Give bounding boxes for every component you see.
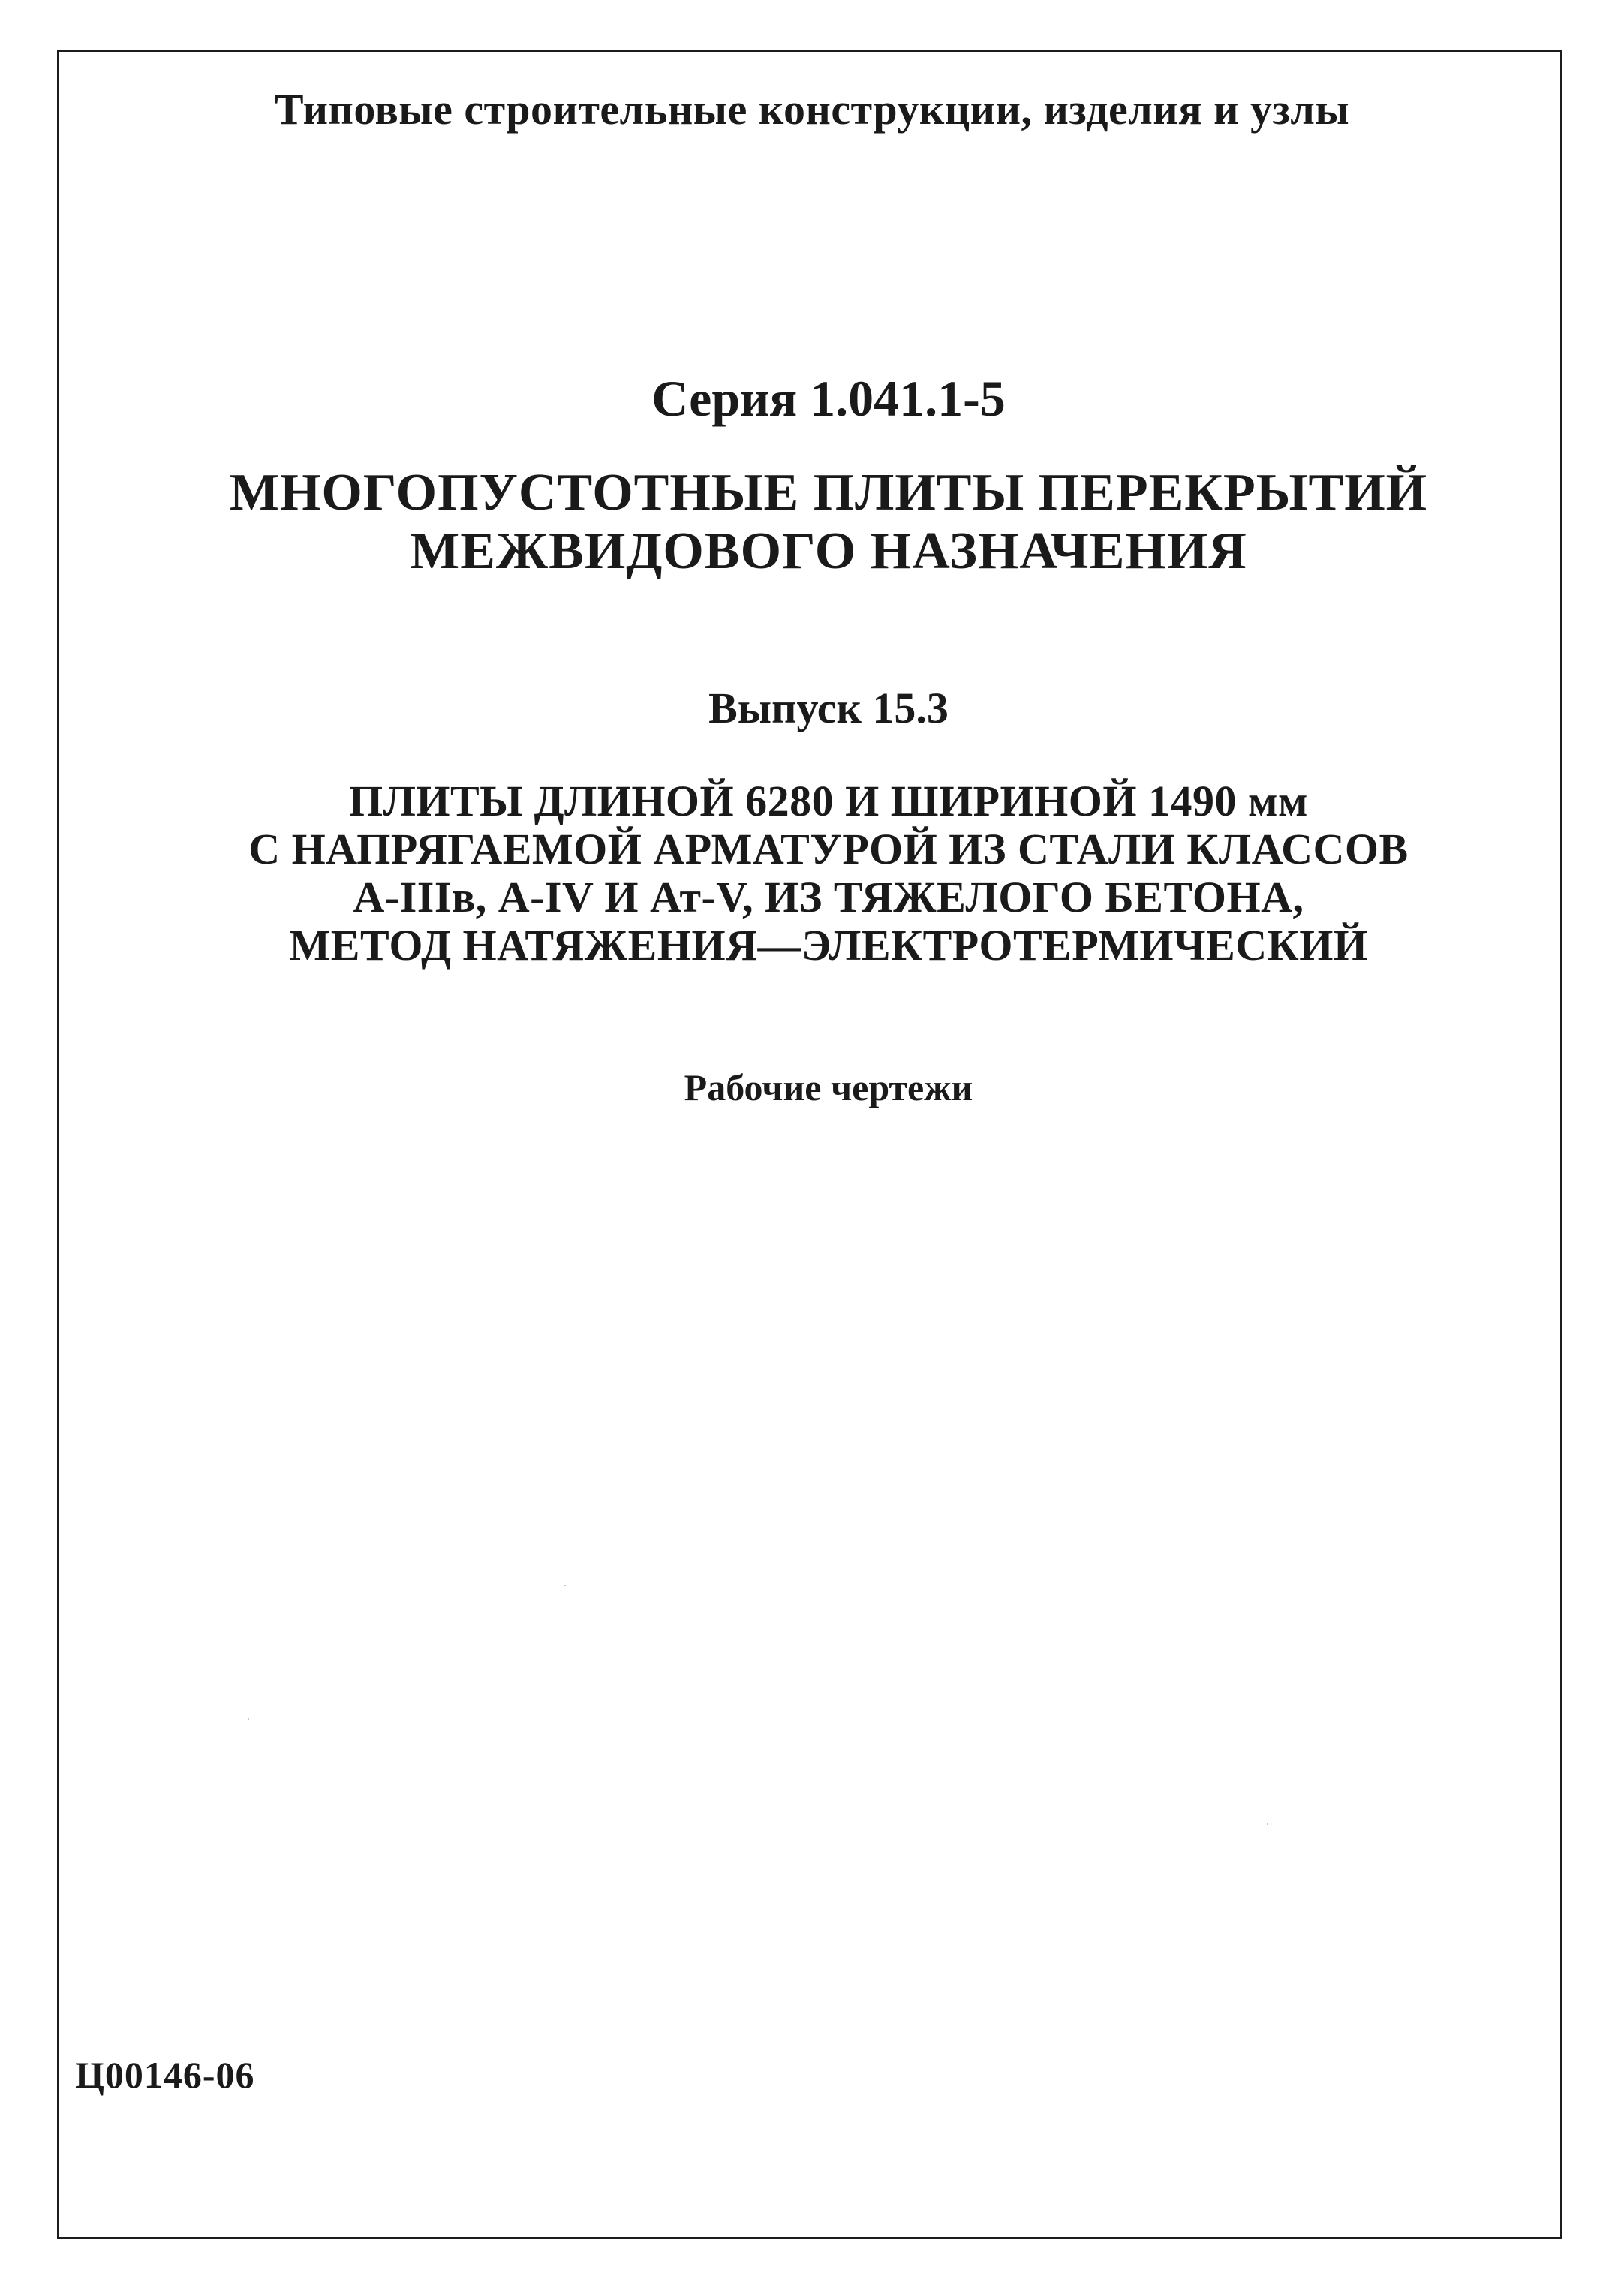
issue-subtitle-line: С НАПРЯГАЕМОЙ АРМАТУРОЙ ИЗ СТАЛИ КЛАССОВ bbox=[248, 825, 1409, 873]
scan-speck bbox=[1267, 1823, 1268, 1825]
collection-header: Типовые строительные конструкции, изделия и узлы bbox=[274, 85, 1350, 134]
series-number: Серия 1.041.1-5 bbox=[651, 370, 1006, 427]
issue-subtitle-line: ПЛИТЫ ДЛИНОЙ 6280 И ШИРИНОЙ 1490 мм bbox=[349, 777, 1308, 825]
issue-number: Выпуск 15.3 bbox=[708, 684, 949, 732]
issue-subtitle bbox=[17, 777, 1624, 970]
scan-speck bbox=[248, 1718, 249, 1720]
document-type: Рабочие чертежи bbox=[684, 1066, 973, 1108]
document-code: Ц00146-06 bbox=[75, 2054, 255, 2096]
scan-speck bbox=[564, 1585, 566, 1586]
main-title bbox=[17, 464, 1624, 581]
main-title-line: МНОГОПУСТОТНЫЕ ПЛИТЫ ПЕРЕКРЫТИЙ bbox=[229, 464, 1428, 522]
main-title-line: МЕЖВИДОВОГО НАЗНАЧЕНИЯ bbox=[410, 522, 1247, 580]
issue-subtitle-line: МЕТОД НАТЯЖЕНИЯ—ЭЛЕКТРОТЕРМИЧЕСКИЙ bbox=[289, 921, 1368, 970]
issue-subtitle-line: А-IIIв, А-IV И Ат-V, ИЗ ТЯЖЕЛОГО БЕТОНА, bbox=[353, 873, 1304, 922]
